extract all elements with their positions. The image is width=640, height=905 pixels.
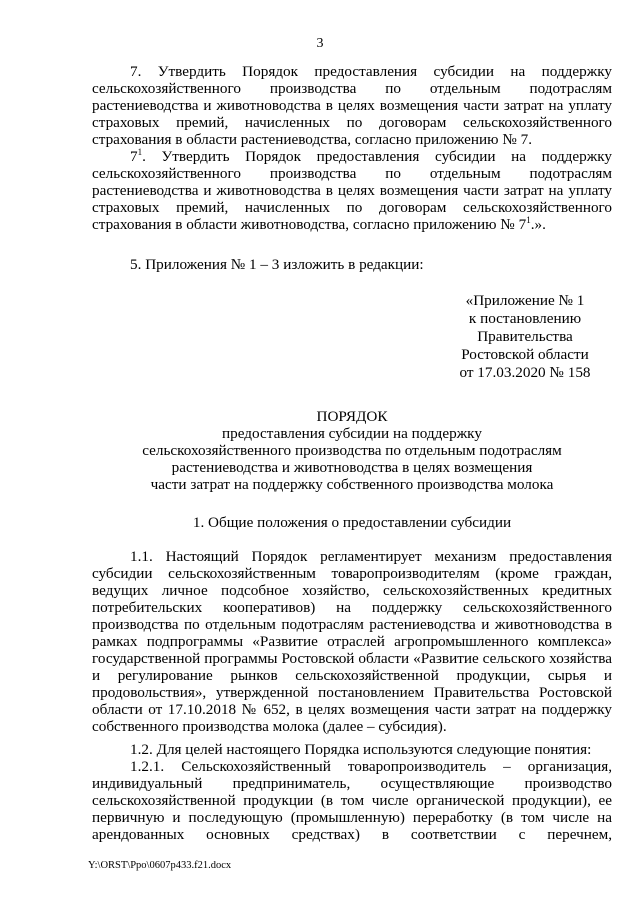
title-line: сельскохозяйственного производства по отдельным подотраслям xyxy=(142,442,562,459)
title-line: растениеводства и животноводства в целях возмещения xyxy=(171,459,533,476)
paragraph-1-1: 1.1. Настоящий Порядок регламентирует механизм предоставления субсидии сельскохозяйственным товаропроизводителям (кроме граждан, ведущих личное подсобное хозяйство, сельскохозяйственных кредитных потребительских кооперативов) на поддержку сельскохозяйственного производства по отдельным подотраслям растениеводства и животноводства в рамках подпрограммы «Развитие отраслей агропромышленного комплекса» государственной программы Ростовской области «Развитие сельского хозяйства и регулирование рынков сельскохозяйственной продукции, сырья и продовольствия», утвержденной постановлением Правительства Ростовской области от 17.10.2018 № 652, в целях возмещения части затрат на поддержку собственного производства молока (далее – субсидия). xyxy=(92,548,612,735)
title-heading: ПОРЯДОК xyxy=(316,408,388,425)
item-7-paragraph: 7. Утвердить Порядок предоставления субсидии на поддержку сельскохозяйственного производства по отдельным подотраслям растениеводства и животноводства в целях возмещения части затрат на уплату страховых премий, начисленных по договорам сельскохозяйственного страхования в области растениеводства, согласно приложению № 7. xyxy=(92,63,612,148)
item-7-1-end-superscript: 1 xyxy=(526,214,531,225)
approval-line: от 17.03.2020 № 158 xyxy=(459,364,591,381)
approval-block xyxy=(440,292,610,382)
title-line: части затрат на поддержку собственного производства молока xyxy=(150,476,554,493)
item-7-1-paragraph xyxy=(92,148,612,233)
approval-line: «Приложение № 1 xyxy=(465,292,585,309)
item-7-1-number: 7 xyxy=(130,148,138,165)
document-title xyxy=(92,408,612,493)
approval-line: Ростовской области xyxy=(461,346,589,363)
page-number: 3 xyxy=(316,36,324,51)
approval-line: к постановлению xyxy=(468,310,582,327)
item-7-1-superscript: 1 xyxy=(137,146,143,157)
item-7-1-end: .». xyxy=(530,216,546,233)
paragraph-1-2: 1.2. Для целей настоящего Порядка используются следующие понятия: xyxy=(130,741,592,758)
approval-line: Правительства xyxy=(477,328,573,345)
section-1-title: 1. Общие положения о предоставлении субсидии xyxy=(192,514,512,531)
title-line: предоставления субсидии на поддержку xyxy=(222,425,482,442)
footer-file-path: Y:\ORST\Ppo\0607p433.f21.docx xyxy=(88,860,232,871)
paragraph-1-2-1: 1.2.1. Сельскохозяйственный товаропроизводитель – организация, индивидуальный предприниматель, осуществляющие производство сельскохозяйственной продукции (в том числе органической продукции), ее первичную и последующую (промышленную) переработку (в том числе на арендованных основных средствах) в соответствии с перечнем, xyxy=(92,758,612,843)
item-7-1-text: . Утвердить Порядок предоставления субсидии на поддержку сельскохозяйственного производства по отдельным подотраслям растениеводства и животноводства в целях возмещения части затрат на уплату страховых премий, начисленных по договорам сельскохозяйственного страхования в области животноводства, согласно приложению № 7 xyxy=(92,148,612,233)
item-5-paragraph: 5. Приложения № 1 – 3 изложить в редакции: xyxy=(130,256,424,273)
